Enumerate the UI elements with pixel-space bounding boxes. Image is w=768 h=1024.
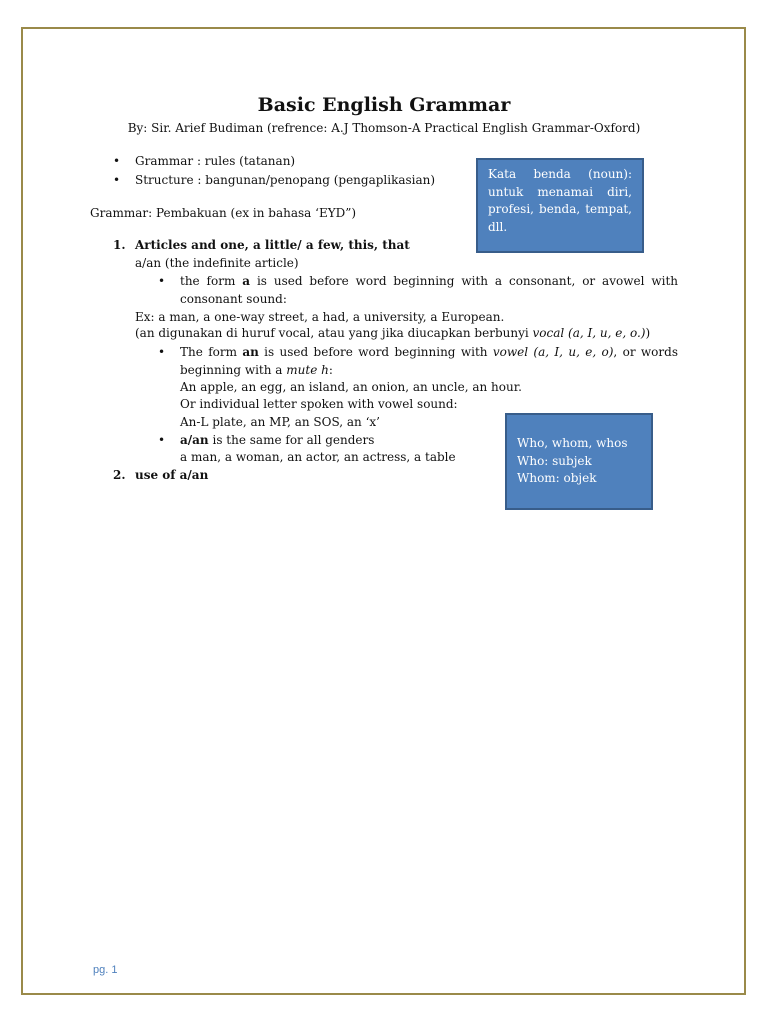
note-line: Who, whom, whos bbox=[517, 436, 628, 450]
letter-examples-line: An-L plate, an MP, an SOS, an ‘x’ bbox=[180, 415, 380, 429]
bullet-glyph: • bbox=[158, 433, 166, 447]
intro-bullet-structure: Structure : bangunan/penopang (pengaplikasian) bbox=[135, 173, 436, 187]
section-2-heading: use of a/an bbox=[135, 468, 209, 482]
section-1-heading: Articles and one, a little/ a few, this, that bbox=[135, 238, 410, 252]
letter-vowel-line: Or individual letter spoken with vowel sound: bbox=[180, 397, 458, 411]
section-2-number: 2. bbox=[113, 468, 126, 482]
bullet-form-an: The form an is used before word beginning with vowel (a, I, u, e, o), or words beginning with a mute h: bbox=[180, 345, 678, 377]
bullet-genders: a/an is the same for all genders bbox=[180, 433, 375, 447]
bullet-glyph: • bbox=[113, 154, 121, 168]
an-note-line: (an digunakan di huruf vocal, atau yang jika diucapkan berbunyi vocal (a, I, u, e, o.)) bbox=[135, 326, 651, 340]
bullet-form-a: the form a is used before word beginning with a consonant, or avowel with consonant sound: bbox=[180, 274, 678, 306]
grammar-line: Grammar: Pembakuan (ex in bahasa ‘EYD”) bbox=[90, 206, 357, 220]
bullet-glyph: • bbox=[158, 345, 166, 359]
noun-note-box: Kata benda (noun): untuk menamai diri, profesi, benda, tempat, dll. bbox=[476, 158, 644, 253]
bullet-glyph: • bbox=[158, 274, 166, 288]
intro-bullet-grammar: Grammar : rules (tatanan) bbox=[135, 154, 296, 168]
note-line: Who: subjek bbox=[517, 453, 592, 468]
note-line: Whom: objek bbox=[517, 471, 597, 485]
who-whom-note-box bbox=[505, 413, 653, 510]
bullet-glyph: • bbox=[113, 173, 121, 187]
example-line: Ex: a man, a one-way street, a had, a university, a European. bbox=[135, 310, 505, 324]
an-examples-line: An apple, an egg, an island, an onion, an uncle, an hour. bbox=[180, 380, 522, 394]
section-1-subheading: a/an (the indefinite article) bbox=[135, 256, 299, 270]
page-number: pg. 1 bbox=[93, 964, 118, 976]
genders-examples-line: a man, a woman, an actor, an actress, a table bbox=[180, 450, 456, 464]
section-1-number: 1. bbox=[113, 238, 126, 252]
byline: By: Sir. Arief Budiman (refrence: A.J Thomson-A Practical English Grammar-Oxford) bbox=[127, 121, 641, 135]
document-title: Basic English Grammar bbox=[257, 94, 511, 116]
